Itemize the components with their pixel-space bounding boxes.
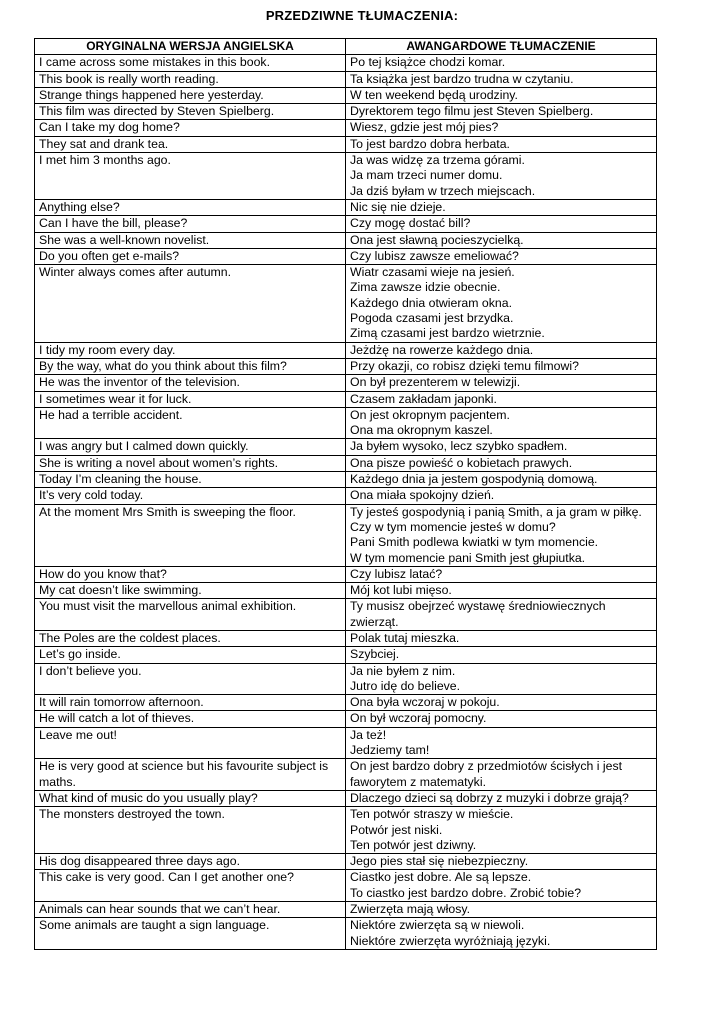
original-sentence: Strange things happened here yesterday.	[35, 87, 346, 103]
table-body	[35, 55, 657, 950]
table-row	[35, 375, 657, 391]
translation-cell	[346, 663, 657, 695]
translation-cell	[346, 375, 657, 391]
translation-cell	[346, 727, 657, 759]
table-row	[35, 71, 657, 87]
table-row	[35, 472, 657, 488]
translation-cell	[346, 455, 657, 471]
table-row	[35, 265, 657, 342]
table-row	[35, 87, 657, 103]
original-sentence: Today I’m cleaning the house.	[35, 472, 346, 488]
original-sentence: How do you know that?	[35, 566, 346, 582]
translation-line: W tym momencie pani Smith jest głupiutka.	[350, 550, 586, 565]
original-sentence: Can I have the bill, please?	[35, 216, 346, 232]
original-sentence: He is very good at science but his favourite subject is maths.	[35, 759, 346, 791]
table-row	[35, 854, 657, 870]
translation-cell	[346, 790, 657, 806]
translation-line: Potwór jest niski.	[350, 822, 443, 837]
table-row	[35, 647, 657, 663]
translation-cell	[346, 407, 657, 439]
translation-cell	[346, 199, 657, 215]
translation-line: Ty musisz obejrzeć wystawę średniowiecznych zwierząt.	[350, 599, 606, 629]
translation-line: Ja byłem wysoko, lecz szybko spadłem.	[350, 439, 568, 454]
translation-line: Ty jesteś gospodynią i panią Smith, a ja gram w piłkę.	[350, 504, 642, 519]
original-sentence: He was the inventor of the television.	[35, 375, 346, 391]
table-row	[35, 870, 657, 902]
original-sentence: It will rain tomorrow afternoon.	[35, 695, 346, 711]
original-sentence: My cat doesn’t like swimming.	[35, 583, 346, 599]
original-sentence: They sat and drank tea.	[35, 136, 346, 152]
translation-line: Mój kot lubi mięso.	[350, 583, 452, 598]
original-sentence: This book is really worth reading.	[35, 71, 346, 87]
translation-line: Ja też!	[350, 727, 387, 742]
translation-line: W ten weekend będą urodziny.	[350, 87, 518, 102]
table-row	[35, 488, 657, 504]
translation-line: Po tej książce chodzi komar.	[350, 55, 506, 70]
table-row	[35, 902, 657, 918]
original-sentence: She is writing a novel about women’s rights.	[35, 455, 346, 471]
translation-cell	[346, 248, 657, 264]
translation-cell	[346, 342, 657, 358]
table-row	[35, 232, 657, 248]
translation-line: Czy lubisz latać?	[350, 566, 443, 581]
translation-cell	[346, 504, 657, 566]
translation-cell	[346, 55, 657, 71]
table-row	[35, 342, 657, 358]
translation-line: Ciastko jest dobre. Ale są lepsze.	[350, 870, 532, 885]
translation-cell	[346, 807, 657, 854]
translation-cell	[346, 759, 657, 791]
translation-cell	[346, 566, 657, 582]
original-sentence: I was angry but I calmed down quickly.	[35, 439, 346, 455]
table-row	[35, 55, 657, 71]
original-sentence: Anything else?	[35, 199, 346, 215]
original-sentence: I don’t believe you.	[35, 663, 346, 695]
table-row	[35, 104, 657, 120]
translation-cell	[346, 439, 657, 455]
translation-cell	[346, 153, 657, 200]
translation-line: On jest okropnym pacjentem.	[350, 407, 510, 422]
translation-line: Ona była wczoraj w pokoju.	[350, 695, 500, 710]
table-row	[35, 504, 657, 566]
table-row	[35, 695, 657, 711]
translation-line: Jutro idę do believe.	[350, 678, 461, 693]
translation-line: Jedziemy tam!	[350, 743, 430, 758]
translation-line: Ja dziś byłam w trzech miejscach.	[350, 183, 536, 198]
translation-cell	[346, 216, 657, 232]
table-row	[35, 455, 657, 471]
original-sentence: The monsters destroyed the town.	[35, 807, 346, 854]
table-row	[35, 759, 657, 791]
translation-cell	[346, 599, 657, 631]
original-sentence: Leave me out!	[35, 727, 346, 759]
table-row	[35, 711, 657, 727]
translation-cell	[346, 902, 657, 918]
original-sentence: Winter always comes after autumn.	[35, 265, 346, 342]
column-header-translation: AWANGARDOWE TŁUMACZENIE	[346, 39, 657, 55]
translation-line: Dyrektorem tego filmu jest Steven Spielberg.	[350, 104, 594, 119]
column-header-original: ORYGINALNA WERSJA ANGIELSKA	[35, 39, 346, 55]
original-sentence: Animals can hear sounds that we can’t hear.	[35, 902, 346, 918]
translation-line: Każdego dnia otwieram okna.	[350, 295, 513, 310]
translation-line: Przy okazji, co robisz dzięki temu filmowi?	[350, 358, 579, 373]
translation-line: Szybciej.	[350, 647, 400, 662]
translation-line: Ta książka jest bardzo trudna w czytaniu.	[350, 71, 574, 86]
table-row	[35, 790, 657, 806]
translation-line: Ona jest sławną pocieszycielką.	[350, 232, 524, 247]
table-row	[35, 599, 657, 631]
translation-line: Jego pies stał się niebezpieczny.	[350, 854, 529, 869]
translation-line: To ciastko jest bardzo dobre. Zrobić tobie?	[350, 885, 582, 900]
table-row	[35, 358, 657, 374]
translation-line: Pogoda czasami jest brzydka.	[350, 311, 514, 326]
original-sentence: You must visit the marvellous animal exhibition.	[35, 599, 346, 631]
table-row	[35, 439, 657, 455]
translation-cell	[346, 358, 657, 374]
translation-cell	[346, 630, 657, 646]
translation-line: Zwierzęta mają włosy.	[350, 902, 471, 917]
original-sentence: His dog disappeared three days ago.	[35, 854, 346, 870]
original-sentence: Can I take my dog home?	[35, 120, 346, 136]
translation-line: Nic się nie dzieje.	[350, 199, 446, 214]
translation-line: Ja mam trzeci numer domu.	[350, 168, 503, 183]
table-row	[35, 407, 657, 439]
translation-line: On był prezenterem w telewizji.	[350, 375, 521, 390]
original-sentence: By the way, what do you think about this film?	[35, 358, 346, 374]
translation-line: Niektóre zwierzęta wyróżniają języki.	[350, 933, 551, 948]
translation-line: Czasem zakładam japonki.	[350, 391, 497, 406]
translation-line: On jest bardzo dobry z przedmiotów ścisłych i jest faworytem z matematyki.	[350, 759, 623, 789]
translation-cell	[346, 711, 657, 727]
table-row	[35, 583, 657, 599]
table-row	[35, 120, 657, 136]
table-row	[35, 153, 657, 200]
translation-line: Ten potwór jest dziwny.	[350, 837, 477, 852]
original-sentence: I sometimes wear it for luck.	[35, 391, 346, 407]
original-sentence: He had a terrible accident.	[35, 407, 346, 439]
translation-line: Polak tutaj mieszka.	[350, 630, 460, 645]
translation-line: Zima zawsze idzie obecnie.	[350, 280, 501, 295]
translation-cell	[346, 104, 657, 120]
original-sentence: I came across some mistakes in this book.	[35, 55, 346, 71]
translation-cell	[346, 870, 657, 902]
translation-line: Czy mogę dostać bill?	[350, 216, 471, 231]
original-sentence: He will catch a lot of thieves.	[35, 711, 346, 727]
translation-line: Pani Smith podlewa kwiatki w tym momencie.	[350, 535, 599, 550]
translation-line: Niektóre zwierzęta są w niewoli.	[350, 918, 525, 933]
translation-cell	[346, 854, 657, 870]
original-sentence: What kind of music do you usually play?	[35, 790, 346, 806]
original-sentence: The Poles are the coldest places.	[35, 630, 346, 646]
translation-line: Ja was widzę za trzema górami.	[350, 153, 525, 168]
translation-line: Wiatr czasami wieje na jesień.	[350, 265, 515, 280]
translation-cell	[346, 232, 657, 248]
translation-line: Ona ma okropnym kaszel.	[350, 423, 493, 438]
translations-table	[34, 38, 657, 950]
translation-line: Każdego dnia ja jestem gospodynią domową.	[350, 472, 598, 487]
translation-cell	[346, 87, 657, 103]
original-sentence: At the moment Mrs Smith is sweeping the floor.	[35, 504, 346, 566]
translation-line: Ona miała spokojny dzień.	[350, 488, 495, 503]
table-row	[35, 199, 657, 215]
original-sentence: This cake is very good. Can I get another one?	[35, 870, 346, 902]
table-row	[35, 807, 657, 854]
translation-line: Dlaczego dzieci są dobrzy z muzyki i dobrze grają?	[350, 790, 629, 805]
table-row	[35, 136, 657, 152]
translation-line: Ja nie byłem z nim.	[350, 663, 456, 678]
table-row	[35, 391, 657, 407]
translation-cell	[346, 488, 657, 504]
translation-line: Ten potwór straszy w mieście.	[350, 807, 514, 822]
table-row	[35, 918, 657, 950]
translation-cell	[346, 265, 657, 342]
translation-line: Czy w tym momencie jesteś w domu?	[350, 519, 556, 534]
translation-line: Ona pisze powieść o kobietach prawych.	[350, 455, 573, 470]
translation-line: On był wczoraj pomocny.	[350, 711, 487, 726]
translation-cell	[346, 136, 657, 152]
translation-line: Wiesz, gdzie jest mój pies?	[350, 120, 499, 135]
original-sentence: Let’s go inside.	[35, 647, 346, 663]
table-header-row	[35, 39, 657, 55]
table-row	[35, 727, 657, 759]
table-row	[35, 566, 657, 582]
original-sentence: She was a well-known novelist.	[35, 232, 346, 248]
translation-line: Czy lubisz zawsze emeliować?	[350, 248, 519, 263]
original-sentence: I tidy my room every day.	[35, 342, 346, 358]
original-sentence: Some animals are taught a sign language.	[35, 918, 346, 950]
table-row	[35, 630, 657, 646]
translation-cell	[346, 918, 657, 950]
translation-cell	[346, 71, 657, 87]
original-sentence: Do you often get e-mails?	[35, 248, 346, 264]
table-row	[35, 216, 657, 232]
translation-line: To jest bardzo dobra herbata.	[350, 136, 510, 151]
translation-cell	[346, 647, 657, 663]
translation-line: Jeżdżę na rowerze każdego dnia.	[350, 342, 534, 357]
translation-cell	[346, 695, 657, 711]
translation-cell	[346, 120, 657, 136]
translation-cell	[346, 583, 657, 599]
translation-line: Zimą czasami jest bardzo wietrznie.	[350, 326, 545, 341]
translation-cell	[346, 472, 657, 488]
original-sentence: I met him 3 months ago.	[35, 153, 346, 200]
original-sentence: It’s very cold today.	[35, 488, 346, 504]
original-sentence: This film was directed by Steven Spielberg.	[35, 104, 346, 120]
table-row	[35, 248, 657, 264]
translation-cell	[346, 391, 657, 407]
table-row	[35, 663, 657, 695]
page-title: PRZEDZIWNE TŁUMACZENIA:	[265, 8, 459, 23]
